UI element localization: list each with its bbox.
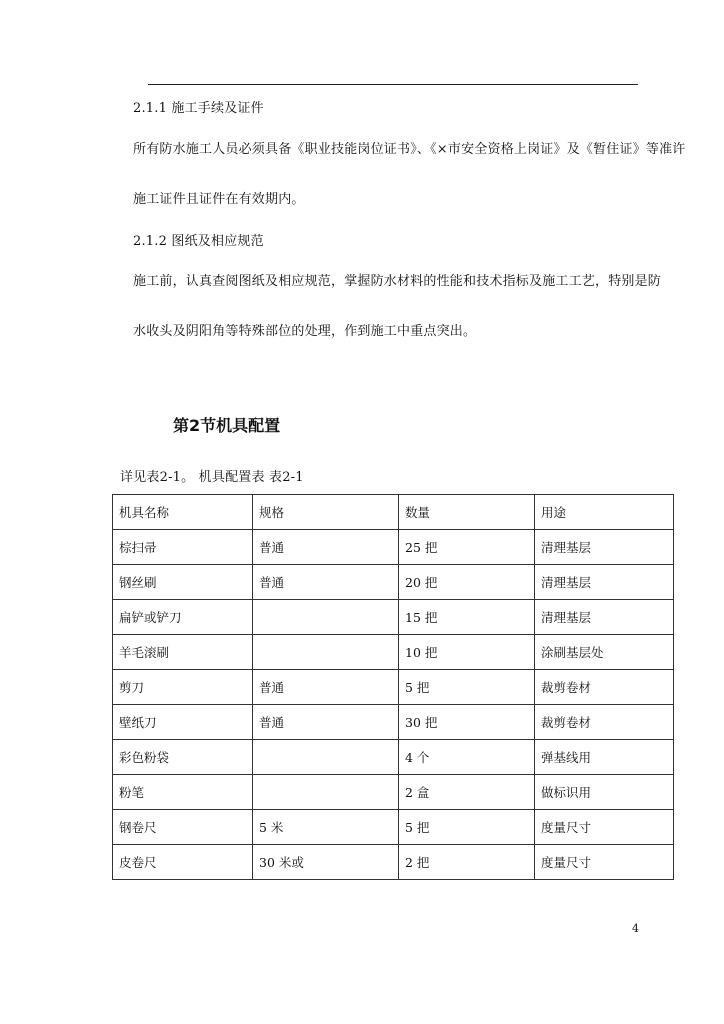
table-cell: 做标识用 [535,775,674,810]
table-row [113,775,674,810]
table-cell: 15 把 [399,600,535,635]
table-cell: 涂刷基层处 [535,635,674,670]
section-2-1-1-text-line2: 施工证件且证件在有效期内。 [133,192,305,207]
section-2-1-2-text-line1: 施工前，认真查阅图纸及相应规范，掌握防水材料的性能和技术指标及施工工艺，特别是防 [133,274,662,289]
section-2-1-2-heading: 2.1.2 图纸及相应规范 [133,234,264,249]
table-cell: 剪刀 [113,670,253,705]
header-rule [148,84,638,85]
table-cell: 钢丝刷 [113,565,253,600]
table-cell: 30 把 [399,705,535,740]
header-cell: 规格 [253,495,399,530]
table-cell [253,740,399,775]
table-cell: 普通 [253,705,399,740]
table-cell: 皮卷尺 [113,845,253,880]
section-2-1-1-text-line1: 所有防水施工人员必须具备《职业技能岗位证书》、《×市安全资格上岗证》及《暂住证》等准许 [133,142,686,157]
table-row [113,810,674,845]
table-cell: 壁纸刀 [113,705,253,740]
table-row [113,740,674,775]
table-row [113,845,674,880]
table-cell [253,600,399,635]
table-cell: 裁剪卷材 [535,705,674,740]
table-cell: 2 把 [399,845,535,880]
table-cell: 25 把 [399,530,535,565]
table-row [113,565,674,600]
table-cell: 扁铲或铲刀 [113,600,253,635]
table-cell: 4 个 [399,740,535,775]
table-cell: 裁剪卷材 [535,670,674,705]
table-header-row [113,495,674,530]
table-cell: 普通 [253,530,399,565]
table-cell: 度量尺寸 [535,845,674,880]
header-cell: 机具名称 [113,495,253,530]
table-caption: 详见表2-1。 机具配置表 表2-1 [120,470,304,485]
table-cell: 10 把 [399,635,535,670]
table-cell [253,775,399,810]
header-cell: 数量 [399,495,535,530]
table-row [113,635,674,670]
table-row [113,600,674,635]
table-cell: 清理基层 [535,600,674,635]
table-cell: 度量尺寸 [535,810,674,845]
header-cell: 用途 [535,495,674,530]
table-cell: 普通 [253,565,399,600]
section-2-1-2-text-line2: 水收头及阴阳角等特殊部位的处理，作到施工中重点突出。 [133,324,477,339]
table-cell [253,635,399,670]
table-cell: 30 米或 [253,845,399,880]
section-2-1-1-heading: 2.1.1 施工手续及证件 [133,101,264,116]
table-row [113,705,674,740]
equipment-table-body [113,495,674,880]
table-cell: 5 把 [399,670,535,705]
page-number: 4 [632,922,639,935]
table-cell: 2 盒 [399,775,535,810]
equipment-table [112,494,674,880]
table-cell: 清理基层 [535,565,674,600]
table-cell: 羊毛滚刷 [113,635,253,670]
table-cell: 彩色粉袋 [113,740,253,775]
table-cell: 弹基线用 [535,740,674,775]
table-cell: 清理基层 [535,530,674,565]
table-cell: 5 米 [253,810,399,845]
table-row [113,670,674,705]
table-cell: 普通 [253,670,399,705]
table-row [113,530,674,565]
table-cell: 20 把 [399,565,535,600]
section-title: 第2节机具配置 [173,416,281,435]
table-cell: 钢卷尺 [113,810,253,845]
table-cell: 棕扫帚 [113,530,253,565]
table-cell: 5 把 [399,810,535,845]
table-cell: 粉笔 [113,775,253,810]
